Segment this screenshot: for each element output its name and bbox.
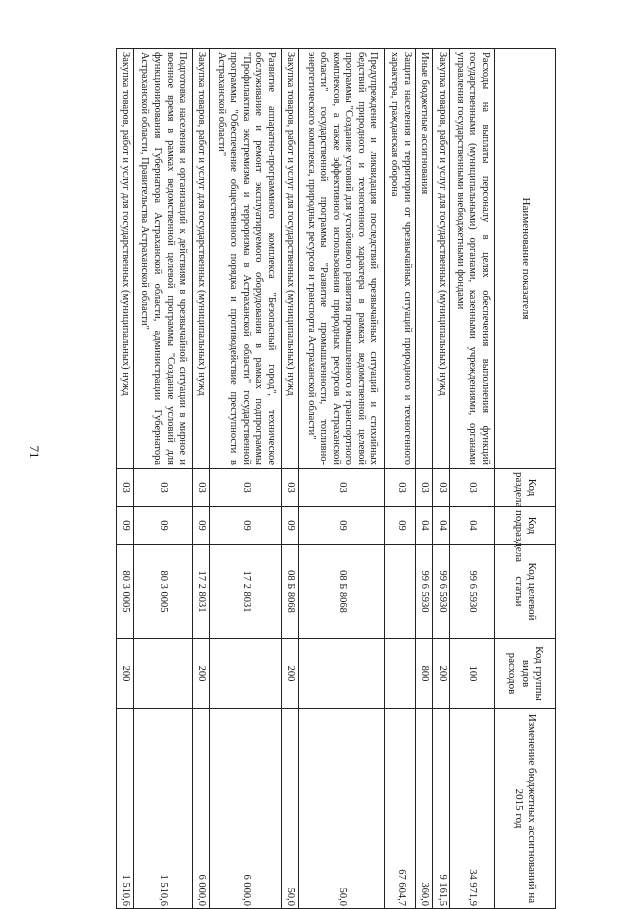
row-podrazdel: 04 (433, 507, 450, 545)
row-amount: 6 000,0 (192, 709, 209, 909)
row-name: Закупка товаров, работ и услуг для государственных (муниципальных) нужд (433, 49, 450, 469)
header-podrazdel: Код подраздела (495, 507, 556, 545)
row-razdel: 03 (192, 469, 209, 507)
table-row (385, 49, 416, 909)
row-razdel: 03 (282, 469, 299, 507)
row-amount: 1 510,6 (134, 709, 193, 909)
row-target-article: 08 Б 8068 (299, 545, 385, 639)
row-razdel: 03 (134, 469, 193, 507)
row-name: Расходы на выплаты персоналу в целях обеспечения выполнения функций государственными (муниципальными) органами, казенными учреждениями, органами управления государственными внебюджетными фондами (450, 49, 495, 469)
header-budget-change: Изменение бюджетных ассигнований на 2015 год (495, 709, 556, 909)
row-expense-group: 100 (450, 639, 495, 709)
header-name: Наименование показателя (495, 49, 556, 469)
row-target-article: 99 6 5930 (416, 545, 433, 639)
table-row (117, 49, 134, 909)
row-target-article: 80 3 0005 (117, 545, 134, 639)
table-row (134, 49, 193, 909)
table-row (299, 49, 385, 909)
row-expense-group (299, 639, 385, 709)
row-amount: 67 604,7 (385, 709, 416, 909)
row-podrazdel: 09 (299, 507, 385, 545)
row-target-article: 99 6 5930 (450, 545, 495, 639)
row-podrazdel: 04 (450, 507, 495, 545)
table-row (282, 49, 299, 909)
row-expense-group: 200 (282, 639, 299, 709)
row-podrazdel: 09 (134, 507, 193, 545)
row-target-article: 17 2 8031 (192, 545, 209, 639)
row-expense-group: 200 (433, 639, 450, 709)
header-razdel: Код раздела (495, 469, 556, 507)
row-target-article: 08 Б 8068 (282, 545, 299, 639)
row-name: Защита населения и территории от чрезвычайных ситуаций природного и техногенного характера, гражданская оборона (385, 49, 416, 469)
row-amount: 360,0 (416, 709, 433, 909)
row-razdel: 03 (416, 469, 433, 507)
row-amount: 1 510,6 (117, 709, 134, 909)
row-target-article: 17 2 8031 (209, 545, 281, 639)
row-expense-group: 800 (416, 639, 433, 709)
row-razdel: 03 (433, 469, 450, 507)
row-name: Развитие аппаратно-программного комплекса "Безопасный город", техническое обслуживание и ремонт эксплуатируемого оборудования в рамках подпрограммы "Профилактика экстремизма и терроризма в Астраханской области" государственной программы "Обеспечение общественного порядка и противодействие преступности в Астраханской области" (209, 49, 281, 469)
row-name: Подготовка населения и организаций к действиям в чрезвычайной ситуации в мирное и военное время в рамках ведомственной целевой программы "Создание условий для функционирования Губернатора Астраханской области, администрации Губернатора Астраханской области, Правительства Астраханской области" (134, 49, 193, 469)
row-target-article: 99 6 5930 (433, 545, 450, 639)
row-razdel: 03 (385, 469, 416, 507)
table-row (416, 49, 433, 909)
row-name: Закупка товаров, работ и услуг для государственных (муниципальных) нужд (282, 49, 299, 469)
header-target-article: Код целевой статьи (495, 545, 556, 639)
row-razdel: 03 (299, 469, 385, 507)
row-expense-group: 200 (117, 639, 134, 709)
header-expense-group: Код группы видов расходов (495, 639, 556, 709)
row-podrazdel: 09 (209, 507, 281, 545)
row-target-article: 80 3 0005 (134, 545, 193, 639)
row-name: Закупка товаров, работ и услуг для государственных (муниципальных) нужд (192, 49, 209, 469)
row-amount: 34 971,9 (450, 709, 495, 909)
budget-table-container (116, 48, 556, 908)
table-row (450, 49, 495, 909)
row-expense-group: 200 (192, 639, 209, 709)
row-podrazdel: 04 (416, 507, 433, 545)
row-podrazdel: 09 (385, 507, 416, 545)
row-podrazdel: 09 (282, 507, 299, 545)
row-razdel: 03 (117, 469, 134, 507)
table-row (433, 49, 450, 909)
page-number: 71 (27, 445, 42, 459)
row-amount: 6 000,0 (209, 709, 281, 909)
row-amount: 50,0 (299, 709, 385, 909)
table-row (209, 49, 281, 909)
row-podrazdel: 09 (117, 507, 134, 545)
row-razdel: 03 (450, 469, 495, 507)
row-podrazdel: 09 (192, 507, 209, 545)
row-expense-group (209, 639, 281, 709)
row-expense-group (385, 639, 416, 709)
row-name: Закупка товаров, работ и услуг для государственных (муниципальных) нужд (117, 49, 134, 469)
budget-table (116, 48, 556, 909)
table-header-row (495, 49, 556, 909)
row-amount: 50,0 (282, 709, 299, 909)
row-target-article (385, 545, 416, 639)
row-name: Предупреждение и ликвидация последствий чрезвычайных ситуаций и стихийных бедствий природного и техногенного характера в рамках ведомственной целевой программы "Создание условий для устойчивого развития промышленного и транспортного комплексов, а также эффективного использования природных ресурсов Астраханской области" государственной программы "Развитие промышленности, топливно-энергетического комплекса, природных ресурсов и транспорта Астраханской области" (299, 49, 385, 469)
row-razdel: 03 (209, 469, 281, 507)
row-amount: 9 161,5 (433, 709, 450, 909)
table-row (192, 49, 209, 909)
row-name: Иные бюджетные ассигнования (416, 49, 433, 469)
row-expense-group (134, 639, 193, 709)
